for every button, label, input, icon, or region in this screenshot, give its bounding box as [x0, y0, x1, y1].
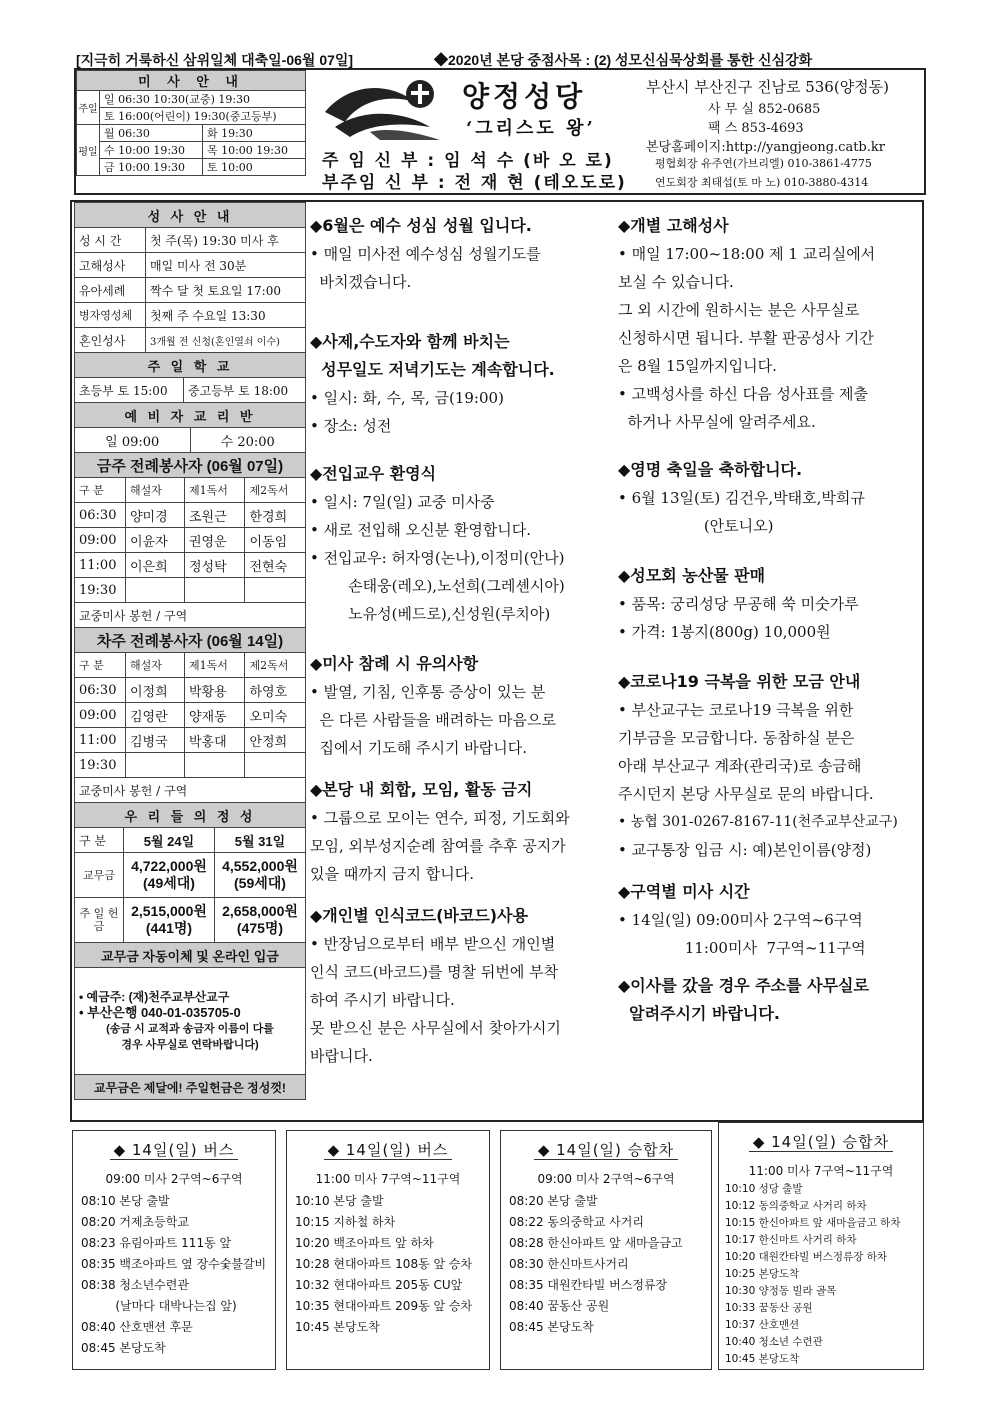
notice-heading: ◆미사 참례 시 유의사항	[310, 654, 479, 673]
notice-line: • 부산교구는 코로나19 극복을 위한	[618, 701, 854, 719]
van-stop: 10:37 산호맨션	[725, 1319, 800, 1331]
table-cell: 이은희	[126, 553, 185, 578]
table-cell: 조원근	[184, 503, 244, 528]
sunday-mass-1: 일 06:30 10:30(교중) 19:30	[100, 91, 306, 108]
weekday-mass: 월 06:30	[100, 125, 203, 142]
notice-line: • 새로 전입해 오신분 환영합니다.	[310, 521, 532, 539]
attendees: (441명)	[145, 920, 193, 936]
notice-line: 보실 수 있습니다.	[618, 273, 734, 291]
notice-line: 모임, 외부성지순례 참여를 추후 공지가	[310, 837, 566, 855]
notice-line: • 장소: 성전	[310, 417, 392, 435]
notice-line: 노유성(베드로),신성원(루치아)	[310, 605, 551, 623]
servers-next-week	[74, 627, 306, 803]
notice-line: • 가격: 1봉지(800g) 10,000원	[618, 623, 831, 641]
van-schedule-1	[500, 1130, 712, 1370]
offerings-title: 우 리 들 의 정 성	[75, 803, 306, 828]
van-stop: 10:17 한신마트 사거리 하차	[725, 1234, 857, 1246]
pastor-line: 주 임 신 부 : 임 석 수 (바 오 로)	[322, 151, 614, 171]
van-stop: 10:33 꿈동산 공원	[725, 1302, 813, 1314]
notice-line: • 매일 미사전 예수성심 성월기도를	[310, 245, 541, 263]
notice-line: • 14일(일) 09:00미사 2구역~6구역	[618, 911, 863, 929]
sacrament-value: 첫 주(목) 19:30 미사 후	[146, 228, 306, 253]
sacrament-label: 유아세례	[75, 278, 146, 303]
bus-stop: 10:28 현대아파트 108동 앞 승차	[295, 1257, 473, 1271]
table-cell: 19:30	[75, 578, 126, 603]
sunday-label: 주일	[77, 91, 100, 125]
col-header: 제2독서	[245, 478, 306, 503]
notice-line: 주시던지 본당 사무실로 문의 바랍니다.	[618, 785, 874, 803]
notice-line: 하여 주시기 바랍니다.	[310, 991, 455, 1009]
table-cell	[184, 578, 244, 603]
bus-stop: 10:35 현대아파트 209동 앞 승차	[295, 1299, 473, 1313]
van-stop: 08:45 본당도착	[509, 1320, 594, 1334]
dues-week2	[215, 853, 306, 898]
table-cell	[184, 753, 244, 778]
table-cell: 이동임	[245, 528, 306, 553]
sacrament-label: 병자영성체	[75, 303, 146, 328]
van-stop: 10:15 한신아파트 앞 새마을금고 하차	[725, 1217, 901, 1229]
notice-heading: ◆전입교우 환영식	[310, 464, 437, 483]
table-cell	[245, 578, 306, 603]
offering-district: 교중미사 봉헌 / 구역	[75, 603, 306, 628]
bus-stop: 08:38 청소년수련관	[81, 1278, 189, 1292]
amount: 4,722,000원	[131, 858, 207, 874]
notice-line: 은 8월 15일까지입니다.	[618, 357, 777, 375]
sacrament-value: 짝수 달 첫 토요일 17:00	[146, 278, 306, 303]
servers-next-title: 차주 전례봉사자 (06월 14일)	[75, 628, 306, 653]
notice-line: • 품목: 궁리성당 무공해 쑥 미숫가루	[618, 595, 859, 613]
notice-line: 인식 코드(바코드)를 명찰 뒤번에 부착	[310, 963, 559, 981]
middle-high-time: 중고등부 토 18:00	[188, 383, 289, 398]
van-stop: 10:20 대원칸타빌 버스정류장 하차	[725, 1251, 887, 1263]
table-cell: 이윤자	[126, 528, 185, 553]
table-cell: 권영운	[184, 528, 244, 553]
homepage-link[interactable]: 본당홈페이지:http://yangjeong.catb.kr	[646, 140, 885, 155]
bank-account: • 부산은행 040-01-035705-0	[79, 1005, 241, 1020]
notice-line: 집에서 기도해 주시기 바랍니다.	[310, 739, 527, 757]
van-stop: 10:40 청소년 수련관	[725, 1336, 823, 1348]
prayer-society-president: 연도회장 최태섭(토 마 노) 010-3880-4314	[655, 176, 869, 189]
notice-line: • 전입교우: 허자영(논나),이정미(안나)	[310, 549, 565, 567]
van-stop: 08:40 꿈동산 공원	[509, 1299, 610, 1313]
table-cell: 09:00	[75, 528, 126, 553]
table-cell	[245, 753, 306, 778]
sunday-school-title: 주 일 학 교	[75, 353, 306, 378]
bus-stop: 10:32 현대아파트 205동 CU앞	[295, 1278, 463, 1292]
sacrament-value: 매일 미사 전 30분	[146, 253, 306, 278]
households: (59세대)	[234, 875, 286, 891]
offerings-table	[74, 802, 306, 1100]
sacrament-table	[74, 202, 306, 453]
col-header: 구 분	[75, 653, 126, 678]
offering-district: 교중미사 봉헌 / 구역	[75, 778, 306, 803]
sacrament-value: 첫째 주 수요일 13:30	[146, 303, 306, 328]
van-stop: 10:25 본당도착	[725, 1268, 800, 1280]
table-cell: 김병국	[126, 728, 185, 753]
table-cell: 김영란	[126, 703, 185, 728]
table-cell: 09:00	[75, 703, 126, 728]
servers-this-week	[74, 452, 306, 628]
van-schedule-2	[718, 1122, 924, 1370]
col-header: 제1독서	[184, 478, 244, 503]
body-right-rule	[922, 200, 924, 1122]
weekday-label: 평일	[77, 125, 100, 176]
bus-schedule-2	[286, 1130, 490, 1370]
notice-line: • 반장님으로부터 배부 받으신 개인별	[310, 935, 556, 953]
notice-line: 손태웅(레오),노선희(그레셴시아)	[310, 577, 565, 595]
notice-heading: ◆성모회 농산물 판매	[618, 566, 766, 585]
table-cell: 양미경	[126, 503, 185, 528]
notice-line: (안토니오)	[618, 517, 774, 535]
notice-heading: ◆사제,수도자와 함께 바치는	[310, 332, 510, 351]
notice-heading: ◆영명 축일을 축하합니다.	[618, 460, 803, 479]
notice-line: 바치겠습니다.	[310, 273, 412, 291]
dues-label: 교무금	[75, 853, 124, 898]
pastoral-focus: ◆2020년 본당 중점사목 : (2) 성모신심묵상회를 통한 신심강화	[434, 52, 813, 68]
table-cell: 11:00	[75, 553, 126, 578]
bus-stop: 10:10 본당 출발	[295, 1194, 384, 1208]
feast-title: [지극히 거룩하신 삼위일체 대축일-06월 07일]	[76, 52, 354, 68]
notice-heading: 알려주시기 바랍니다.	[618, 1004, 780, 1023]
notice-line: 아래 부산교구 계좌(관리국)로 송금해	[618, 757, 862, 775]
table-cell: 정성탁	[184, 553, 244, 578]
amount: 2,515,000원	[131, 903, 207, 919]
weekday-mass: 목 10:00 19:30	[202, 142, 305, 159]
sacrament-value: 3개월 전 신청(혼인열쇠 이수)	[146, 328, 306, 353]
sacrament-label: 혼인성사	[75, 328, 146, 353]
notice-line: • 고백성사를 하신 다음 성사표를 제출	[618, 385, 869, 403]
bus-subtitle: 09:00 미사 2구역~6구역	[105, 1172, 243, 1186]
assistant-pastor-line: 부주임 신 부 : 전 재 현 (테오도로)	[322, 173, 627, 193]
notice-heading: 성무일도 저녁기도는 계속합니다.	[310, 360, 555, 379]
notice-line: 은 다른 사람들을 배려하는 마음으로	[310, 711, 556, 729]
notice-line: 바랍니다.	[310, 1047, 373, 1065]
van-stop: 08:20 본당 출발	[509, 1194, 598, 1208]
catechumen-sunday: 일 09:00	[75, 428, 190, 452]
account-holder: • 예금주: (재)천주교부산교구	[79, 990, 230, 1004]
notices-column-2	[618, 212, 918, 1028]
table-cell	[126, 753, 185, 778]
van-subtitle: 09:00 미사 2구역~6구역	[537, 1172, 675, 1186]
notice-line: 하거나 사무실에 알려주세요.	[618, 413, 816, 431]
header-rule	[74, 193, 926, 195]
notice-line: • 매일 17:00~18:00 제 1 교리실에서	[618, 245, 876, 263]
catechumen-title: 예 비 자 교 리 반	[75, 403, 306, 428]
van-stop: 10:10 성당 출발	[725, 1183, 803, 1195]
parish-name: 양정성당	[462, 80, 587, 113]
bus-stop: 10:20 백조아파트 앞 하차	[295, 1236, 434, 1250]
dues-week1	[124, 853, 215, 898]
mass-schedule	[76, 70, 306, 176]
servers-this-title: 금주 전례봉사자 (06월 07일)	[75, 453, 306, 478]
notice-heading: ◆6월은 예수 성심 성월 입니다.	[310, 216, 532, 235]
bus-stop: 08:23 유림아파트 111동 앞	[81, 1236, 232, 1250]
notice-line: 신청하시면 됩니다. 부활 판공성사 기간	[618, 329, 874, 347]
col-header: 구 분	[75, 478, 126, 503]
table-cell: 11:00	[75, 728, 126, 753]
weekday-mass: 수 10:00 19:30	[100, 142, 203, 159]
transfer-note-1: (송금 시 교적과 송금자 이름이 다를	[106, 1023, 274, 1035]
notice-line: 그 외 시간에 원하시는 분은 사무실로	[618, 301, 860, 319]
col-header: 구 분	[75, 828, 124, 853]
notice-line: • 농협 301-0267-8167-11(천주교부산교구)	[618, 814, 898, 830]
notice-line: • 6월 13일(토) 김건우,박태호,박희규	[618, 489, 865, 507]
left-sidebar	[74, 202, 306, 1100]
notice-heading: ◆이사를 갔을 경우 주소를 사무실로	[618, 976, 869, 995]
notice-line: • 일시: 7일(일) 교중 미사중	[310, 493, 495, 511]
table-cell	[126, 578, 185, 603]
van-stop: 08:35 대원칸타빌 버스정류장	[509, 1278, 668, 1292]
notice-line: • 교구통장 입금 시: 예)본인이름(양정)	[618, 841, 872, 859]
notice-line: 못 받으신 분은 사무실에서 찾아가시기	[310, 1019, 561, 1037]
col-header: 해설자	[126, 478, 185, 503]
households: (49세대)	[143, 875, 195, 891]
weekday-mass: 금 10:00 19:30	[100, 159, 203, 176]
van-title: ◆ 14일(일) 승합차	[534, 1141, 678, 1160]
fax-number: 팩 스 853-4693	[708, 121, 804, 136]
notice-line: 기부금을 모금합니다. 동참하실 분은	[618, 729, 855, 747]
table-cell: 06:30	[75, 503, 126, 528]
notice-heading: ◆코로나19 극복을 위한 모금 안내	[618, 672, 861, 691]
body-left-rule	[70, 200, 72, 1122]
bus-subtitle: 11:00 미사 7구역~11구역	[315, 1172, 461, 1186]
col-header: 제1독서	[184, 653, 244, 678]
table-cell: 오미숙	[245, 703, 306, 728]
transfer-title: 교무금 자동이체 및 온라인 입금	[75, 943, 306, 968]
van-stop: 10:30 양정동 빌라 골목	[725, 1285, 837, 1297]
council-president: 평협회장 유주연(가브리엘) 010-3861-4775	[655, 157, 872, 170]
notice-heading: ◆개별 고해성사	[618, 216, 729, 235]
col-header: 해설자	[126, 653, 185, 678]
parish-subtitle: ‘그리스도 왕’	[466, 118, 596, 139]
sacrament-label: 성 시 간	[75, 228, 146, 253]
collection-label: 주 일 헌 금	[75, 898, 124, 943]
col-header: 5월 31일	[215, 828, 306, 853]
bus-stop: 10:45 본당도착	[295, 1320, 380, 1334]
amount: 2,658,000원	[222, 903, 298, 919]
bus-stop: 08:35 백조아파트 옆 장수숯불갈비	[81, 1257, 267, 1271]
parish-logo-icon	[320, 72, 450, 142]
bus-stop: 08:10 본당 출발	[81, 1194, 170, 1208]
notice-line: 11:00미사 7구역~11구역	[618, 939, 866, 957]
elementary-time: 초등부 토 15:00	[75, 378, 184, 402]
notice-line: • 발열, 기침, 인후통 증상이 있는 분	[310, 683, 546, 701]
catechumen-wednesday: 수 20:00	[220, 434, 275, 450]
table-cell: 박황용	[184, 678, 244, 703]
address: 부산시 부산진구 진남로 536(양정동)	[646, 78, 890, 96]
amount: 4,552,000원	[222, 858, 298, 874]
table-cell: 19:30	[75, 753, 126, 778]
sacrament-title: 성 사 안 내	[75, 203, 306, 228]
van-title: ◆ 14일(일) 승합차	[749, 1133, 893, 1152]
notice-line: • 일시: 화, 수, 목, 금(19:00)	[310, 389, 504, 407]
table-cell: 안정희	[245, 728, 306, 753]
bus-title: ◆ 14일(일) 버스	[324, 1141, 453, 1160]
collection-week2	[215, 898, 306, 943]
notice-line: 있을 때까지 금지 합니다.	[310, 865, 474, 883]
van-stop: 08:22 동의중학교 사거리	[509, 1215, 644, 1229]
table-cell: 06:30	[75, 678, 126, 703]
dues-slogan: 교무금은 제달에! 주일헌금은 정성껏!	[75, 1075, 306, 1100]
table-cell: 한경희	[245, 503, 306, 528]
bus-stop: 08:20 거제초등학교	[81, 1215, 189, 1229]
bus-stop: 08:40 산호맨션 후문	[81, 1320, 193, 1334]
van-stop: 08:28 한신아파트 앞 새마을금고	[509, 1236, 683, 1250]
collection-week1	[124, 898, 215, 943]
table-cell: 양재동	[184, 703, 244, 728]
van-subtitle: 11:00 미사 7구역~11구역	[748, 1164, 894, 1178]
notice-line: • 그룹으로 모이는 연수, 피정, 기도회와	[310, 809, 570, 827]
mass-title: 미 사 안 내	[77, 71, 306, 91]
notice-heading: ◆개인별 인식코드(바코드)사용	[310, 906, 528, 925]
col-header: 5월 24일	[124, 828, 215, 853]
col-header: 제2독서	[245, 653, 306, 678]
header-right-border	[924, 68, 926, 195]
bus-title: ◆ 14일(일) 버스	[110, 1141, 239, 1160]
van-stop: 10:45 본당도착	[725, 1353, 800, 1365]
table-cell: 전현숙	[245, 553, 306, 578]
notices-column-1	[310, 212, 610, 1070]
transfer-note-2: 경우 사무실로 연락바랍니다)	[121, 1039, 259, 1051]
table-cell: 하영호	[245, 678, 306, 703]
bus-schedule-1	[72, 1130, 276, 1370]
bus-stop: 10:15 지하철 하차	[295, 1215, 396, 1229]
notice-heading: ◆본당 내 회합, 모임, 활동 금지	[310, 780, 533, 799]
top-banner	[76, 50, 926, 70]
table-cell: 박홍대	[184, 728, 244, 753]
bus-stop: (날마다 대박나는집 앞)	[81, 1299, 237, 1313]
sunday-mass-2: 토 16:00(어린이) 19:30(중고등부)	[100, 108, 306, 125]
weekday-mass: 토 10:00	[202, 159, 305, 176]
bus-stop: 08:45 본당도착	[81, 1341, 166, 1355]
attendees: (475명)	[236, 920, 284, 936]
weekday-mass: 화 19:30	[202, 125, 305, 142]
table-cell: 이정희	[126, 678, 185, 703]
notice-heading: ◆구역별 미사 시간	[618, 882, 750, 901]
van-stop: 10:12 동의중학교 사거리 하차	[725, 1200, 867, 1212]
office-phone: 사 무 실 852-0685	[708, 102, 821, 117]
van-stop: 08:30 한신마트사거리	[509, 1257, 629, 1271]
sacrament-label: 고해성사	[75, 253, 146, 278]
